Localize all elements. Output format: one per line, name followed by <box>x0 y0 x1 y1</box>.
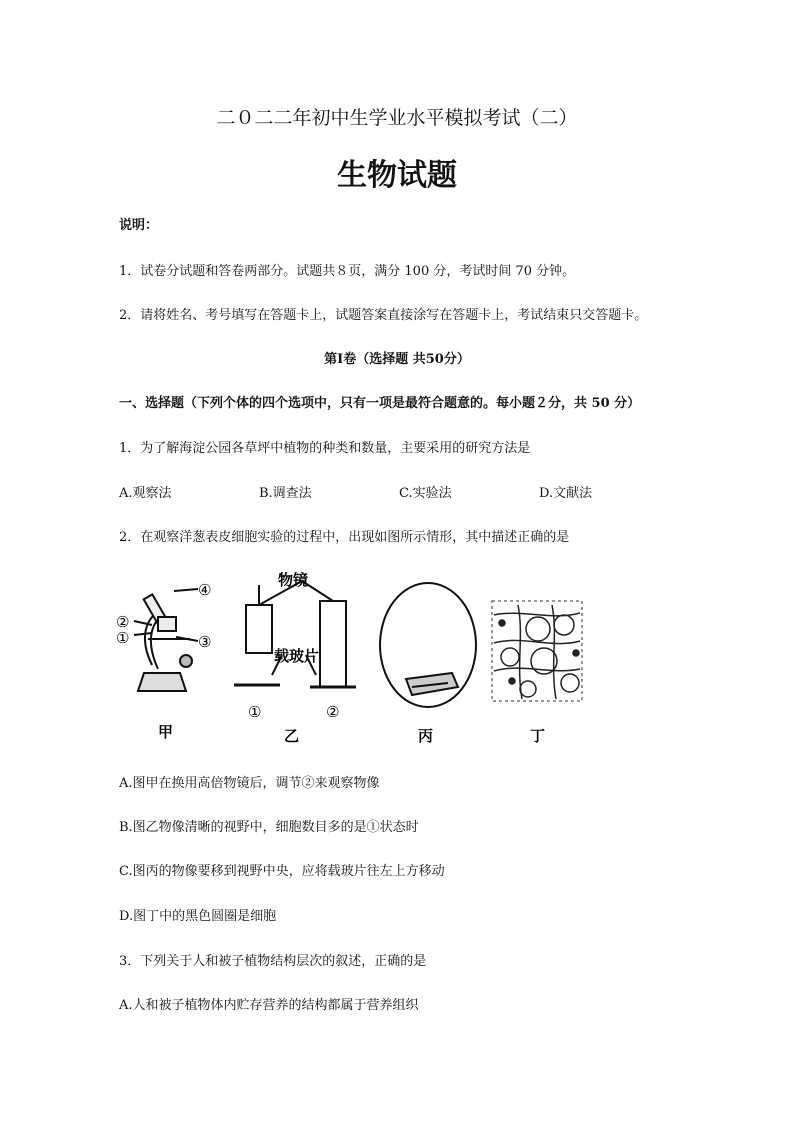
instruction-item-2: 2．请将姓名、考号填写在答题卡上，试题答案直接涂写在答题卡上，考试结束只交答题卡。 <box>119 308 648 323</box>
caption-bing: 丙 <box>418 727 434 745</box>
mark-3: ③ <box>198 633 212 651</box>
caption-yi-mark-1: ① <box>248 703 262 721</box>
question-2-option-c: C.图丙的物像要移到视野中央，应将载玻片往左上方移动 <box>119 864 445 879</box>
field-of-view-diagram <box>380 583 476 707</box>
question-2-figure <box>112 565 592 750</box>
microscope-diagram <box>134 589 198 691</box>
question-2-option-b: B.图乙物像清晰的视野中，细胞数目多的是①状态时 <box>119 820 419 835</box>
caption-yi: 乙 <box>284 727 300 745</box>
label-objective: 物镜 <box>278 571 309 589</box>
question-1-option-d: D.文献法 <box>539 486 593 501</box>
part-heading: 一、选择题（下列个体的四个选项中，只有一项是最符合题意的。每小题２分，共 50 分） <box>119 396 641 411</box>
instruction-item-1: 1．试卷分试题和答卷两部分。试题共８页，满分 100 分，考试时间 70 分钟。 <box>119 264 576 279</box>
mark-2: ② <box>116 613 130 631</box>
mark-1: ① <box>116 629 130 647</box>
objective-lens-diagram <box>234 581 356 687</box>
subject-title: 生物试题 <box>337 158 457 193</box>
mark-4: ④ <box>198 581 212 599</box>
label-slide: 载玻片 <box>274 647 320 665</box>
section-title: 第Ⅰ卷（选择题 共50分） <box>324 352 470 367</box>
cells-diagram <box>492 601 582 701</box>
question-1-option-b: B.调查法 <box>259 486 312 501</box>
caption-ding: 丁 <box>530 727 546 745</box>
question-2-option-a: A.图甲在换用高倍物镜后，调节②来观察物像 <box>119 776 380 791</box>
question-1-stem: 1．为了解海淀公园各草坪中植物的种类和数量，主要采用的研究方法是 <box>119 441 531 456</box>
question-3-option-a: A.人和被子植物体内贮存营养的结构都属于营养组织 <box>119 998 419 1013</box>
instructions-label: 说明： <box>119 218 159 233</box>
caption-yi-mark-2: ② <box>326 703 340 721</box>
question-2-stem: 2．在观察洋葱表皮细胞实验的过程中，出现如图所示情形，其中描述正确的是 <box>119 530 570 545</box>
question-3-stem: 3．下列关于人和被子植物结构层次的叙述，正确的是 <box>119 954 427 969</box>
question-1-option-c: C.实验法 <box>399 486 452 501</box>
question-1-option-a: A.观察法 <box>119 486 172 501</box>
exam-title: 二０二二年初中生学业水平模拟考试（二） <box>216 107 578 129</box>
caption-jia: 甲 <box>158 723 174 741</box>
question-2-option-d: D.图丁中的黑色圆圈是细胞 <box>119 909 277 924</box>
